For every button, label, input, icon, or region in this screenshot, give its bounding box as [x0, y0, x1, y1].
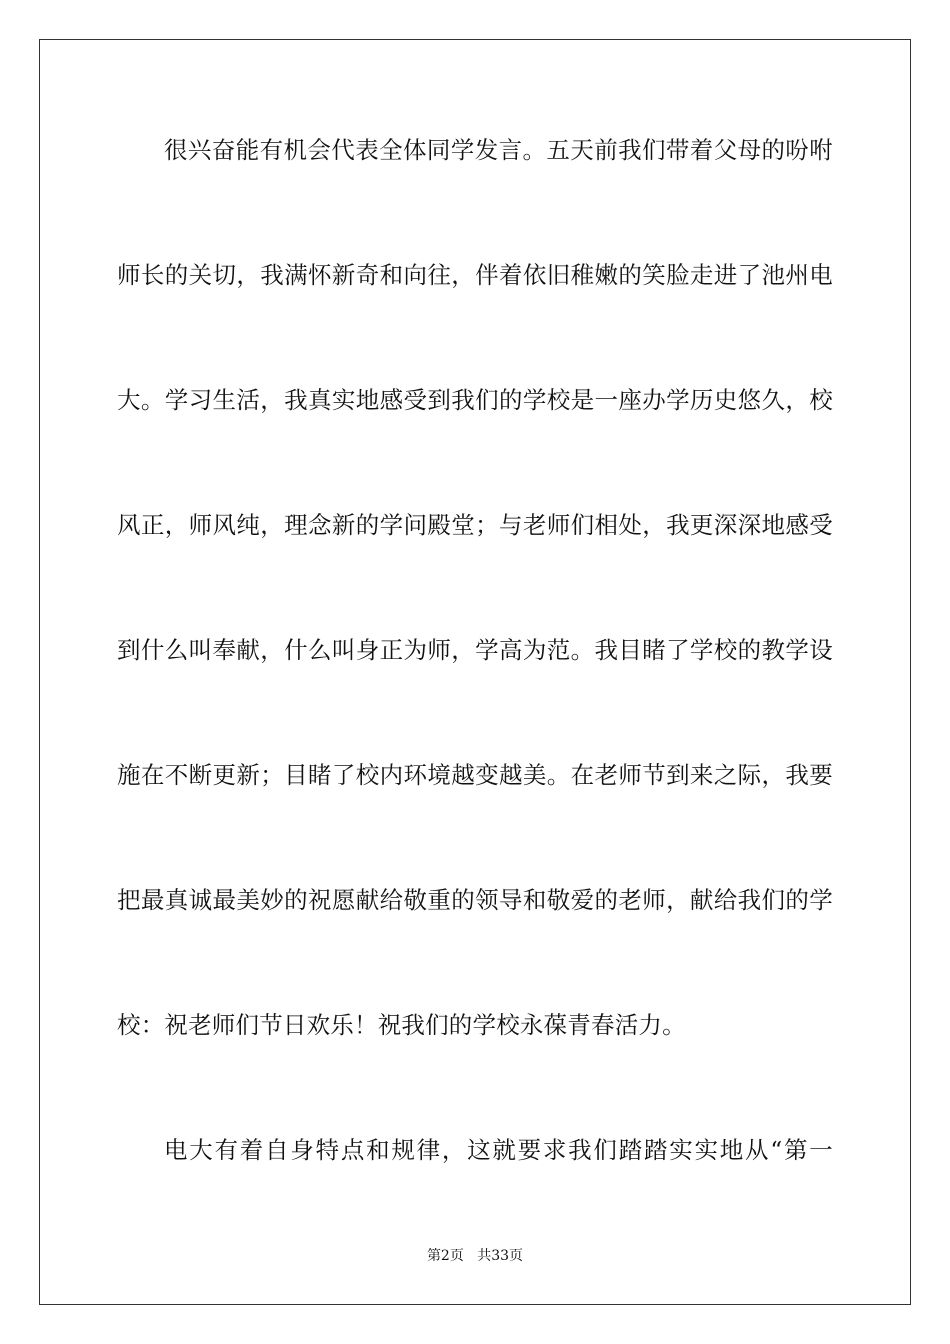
paragraph-1-line-3: 大。学习生活，我真实地感受到我们的学校是一座办学历史悠久，校	[117, 386, 833, 414]
paragraph-2-line-1: 电大有着自身特点和规律，这就要求我们踏踏实实地从“第一	[164, 1136, 833, 1164]
page-number: 第2页	[426, 1248, 464, 1264]
paragraph-1-line-6: 施在不断更新；目睹了校内环境越变越美。在老师节到来之际，我要	[117, 761, 833, 789]
paragraph-1-line-4: 风正，师风纯，理念新的学问殿堂；与老师们相处，我更深深地感受	[117, 511, 833, 539]
paragraph-1-line-7: 把最真诚最美妙的祝愿献给敬重的领导和敬爱的老师，献给我们的学	[117, 886, 833, 914]
paragraph-1-line-2: 师长的关切，我满怀新奇和向往，伴着依旧稚嫩的笑脸走进了池州电	[117, 261, 833, 289]
paragraph-1-line-5: 到什么叫奉献，什么叫身正为师，学高为范。我目睹了学校的教学设	[117, 636, 833, 664]
paragraph-1-line-8: 校：祝老师们节日欢乐！祝我们的学校永葆青春活力。	[117, 1011, 686, 1039]
paragraph-1-line-1: 很兴奋能有机会代表全体同学发言。五天前我们带着父母的吩咐	[164, 136, 833, 164]
page-footer	[0, 1246, 950, 1266]
page-total: 共33页	[477, 1248, 524, 1264]
